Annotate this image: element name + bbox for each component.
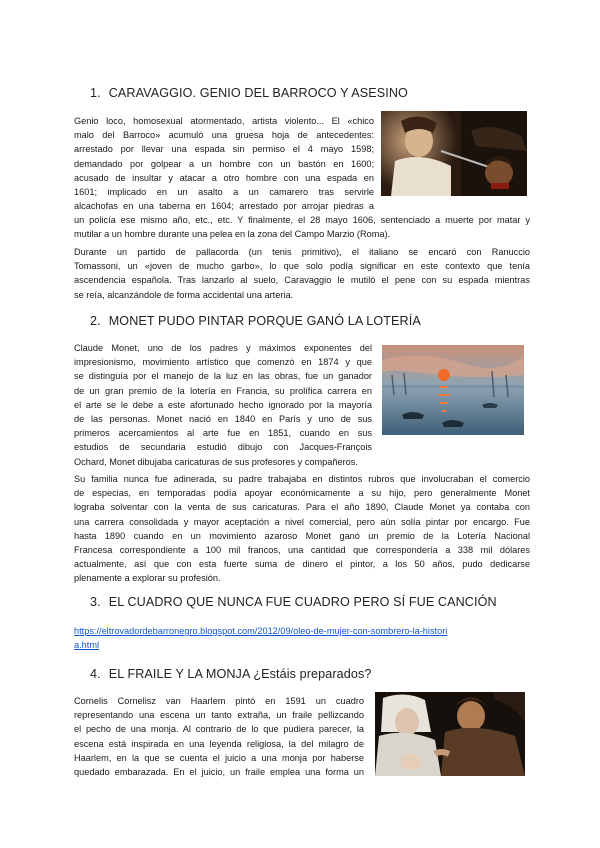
paragraph-line: un policía ese mismo año, etc., etc. Y finalmente, el 28 mayo 1606, sentenciado a muerte por matar y [74,215,530,225]
paragraph-line: alcachofas en una taberna en 1604; arrestado por arrojar piedras a [74,201,374,212]
paragraph-line: Ochard, Monet dibujaba caricaturas de sus profesores y compañeros. [74,456,358,467]
paragraph-line: Su familia nunca fue adinerada, su padre trabajaba en distintos rubros que involucraban el comercio [74,474,530,484]
section-3-number: 3. [90,595,101,609]
section-2-heading [90,314,421,328]
section-4-heading [90,667,371,681]
paragraph-line: el arte se le debe a este afortunado hecho ignorado por la mayoría [74,399,372,410]
paragraph-line: se distinguía por el manejo de la luz en las obras, fue un ganador [74,371,372,382]
paragraph-line: arrestado por llevar una espada sin permiso el 4 mayo 1598; [74,144,374,155]
blog-link-line-2[interactable]: a.html [74,640,100,650]
section-1-number: 1. [90,86,101,100]
caravaggio-painting-image [381,111,527,196]
paragraph-line: primeros acercamientos al arte fue en 1851, cuando en sus [74,428,372,439]
paragraph-line: estudios de secundaria estudió dibujo con Jacques-François [74,442,372,453]
paragraph-line: representando una escena un tanto extraña, un fraile pellizcando [74,710,364,721]
paragraph-line: el pecho de una monja. Al contrario de lo que pudiera parecer, la [74,724,364,735]
blog-link[interactable] [74,624,447,652]
section-1-paragraph-1-cont [74,213,530,241]
paragraph-line: demandado por golpear a un hombre con un bastón en 1600; [74,158,374,169]
section-3-heading [90,595,497,609]
paragraph-line: de las personas. Monet nació en 1840 en París y uno de sus [74,413,372,424]
paragraph-line: malo del Barroco» acumuló una gruesa hoja de antecedentes: [74,130,374,141]
paragraph-line: de un gran premio de la lotería en Francia, su prolífica carrera en [74,385,372,396]
paragraph-line: acusado de insultar y atacar a otro hombre con una espada en [74,172,374,183]
section-1-heading [90,86,408,100]
section-4-title: EL FRAILE Y LA MONJA ¿Estáis preparados? [108,667,372,681]
paragraph-line: Claude Monet, uno de los padres y máximos exponentes del [74,343,372,353]
paragraph-line: impresionismo, movimiento artístico que comenzó en 1874 y que [74,357,372,368]
paragraph-line: Cornelis Cornelisz van Haarlem pintó en 1591 un cuadro [74,696,364,706]
section-2-paragraph-2 [74,472,530,586]
paragraph-line: una carrera consolidada y mayor aceptación a nivel comercial, pero aún solía pintar por encargo. Fue [74,516,530,527]
paragraph-line: Durante un partido de pallacorda (un tenis primitivo), el italiano se encaró con Ranuccio [74,247,530,257]
section-1-title: CARAVAGGIO. GENIO DEL BARROCO Y ASESINO [108,86,408,100]
paragraph-line: Genio loco, homosexual atormentado, artista violento... El «chico [74,116,374,126]
section-4-number: 4. [90,667,101,681]
paragraph-line: mutilar a un hombre durante una pelea en la zona del Campo Marzio (Roma). [74,229,391,240]
paragraph-line: 1601; implicado en un asalto a un camarero tras servirle [74,186,374,197]
blog-link-line-1[interactable]: https://eltrovadordebarronegro.blogspot.com/2012/09/oleo-de-mujer-con-sombrero-la-histori [74,626,448,636]
paragraph-line: Francesa correspondiente a 100 mil francos, una cantidad que correspondería a 338 mil dólares [74,544,530,555]
paragraph-line: plenamente a explorar su profesión. [74,573,221,584]
paragraph-line: de especias, en temporadas podía apoyar económicamente a su hijo, pero generalmente Monet [74,488,530,499]
section-4-paragraph-1 [74,694,364,779]
monet-painting-image [382,345,524,435]
paragraph-line: Tomassoni, un «joven de mucho garbo», lo que solo podía significar en este contexto que tenía [74,261,530,272]
paragraph-line: se reía, alcanzándole de forma accidental una arteria. [74,289,294,300]
section-3-title: EL CUADRO QUE NUNCA FUE CUADRO PERO SÍ FUE CANCIÓN [108,595,497,609]
haarlem-painting-image [375,692,525,776]
paragraph-line: hasta 1890 cuando en un movimiento azaroso Monet ganó un premio de la Lotería Nacional [74,530,530,541]
paragraph-line: escena está inspirada en una leyenda religiosa, la del milagro de [74,738,364,749]
section-2-number: 2. [90,314,101,328]
section-2-paragraph-1 [74,341,372,469]
section-2-title: MONET PUDO PINTAR PORQUE GANÓ LA LOTERÍA [108,314,421,328]
paragraph-line: lograba solventar con la venta de sus caricaturas. Para el año 1890, Claude Monet ya contaba con [74,502,530,513]
paragraph-line: quedado embarazada. En el juicio, un fraile emplea una forma un [74,766,364,777]
section-1-paragraph-2 [74,245,530,302]
paragraph-line: Haarlem, en la que se cuenta el juicio a una monja por haberse [74,752,364,763]
paragraph-line: ascendencia española. Tras lanzarlo al suelo, Caravaggio le mutiló el pene con su espada mientras [74,275,530,286]
paragraph-line: actualmente, así que con esta fuerte suma de dinero el pintor, a los 50 años, pudo dedicarse [74,559,530,570]
section-1-paragraph-1 [74,114,374,213]
